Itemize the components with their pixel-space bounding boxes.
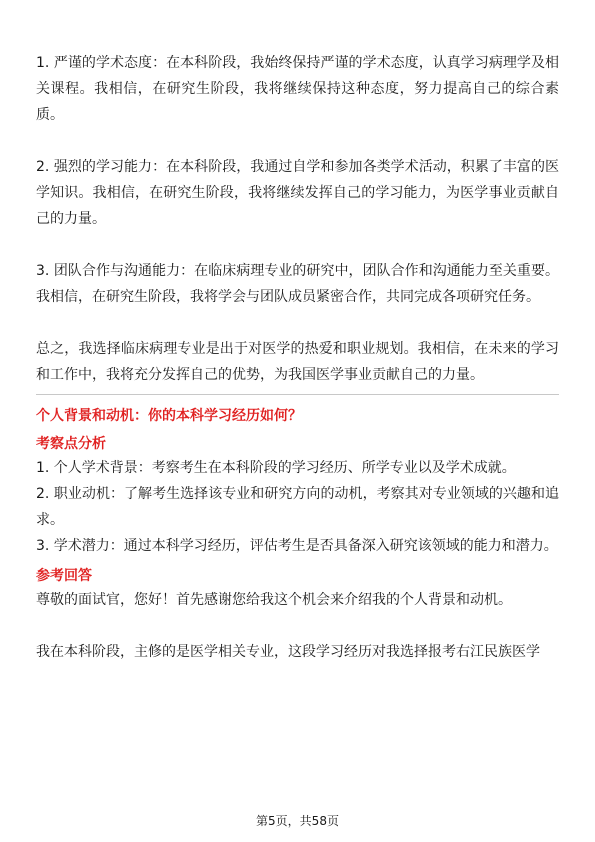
paragraph-strength-1: 1. 严谨的学术态度：在本科阶段，我始终保持严谨的学术态度，认真学习病理学及相关课程。我相信，在研究生阶段，我将继续保持这种态度，努力提高自己的综合素质。: [36, 55, 559, 123]
interview-question: 个人背景和动机：你的本科学习经历如何？: [36, 408, 302, 424]
answer-paragraph-2: 我在本科阶段，主修的是医学相关专业，这段学习经历对我选择报考右江民族医学: [36, 644, 540, 660]
analysis-item-2: 2. 职业动机：了解考生选择该专业和研究方向的动机，考察其对专业领域的兴趣和追求。: [36, 486, 559, 528]
page-number-footer: 第5页，共58页: [256, 814, 339, 828]
analysis-item-1: 1. 个人学术背景：考察考生在本科阶段的学习经历、所学专业以及学术成就。: [36, 460, 516, 476]
document-page: [36, 50, 559, 665]
analysis-heading: 考察点分析: [36, 436, 106, 452]
answer-heading: 参考回答: [36, 568, 92, 584]
section-divider: [36, 394, 559, 395]
analysis-item-3: 3. 学术潜力：通过本科学习经历，评估考生是否具备深入研究该领域的能力和潜力。: [36, 538, 558, 554]
paragraph-strength-3: 3. 团队合作与沟通能力：在临床病理专业的研究中，团队合作和沟通能力至关重要。我相信，在研究生阶段，我将学会与团队成员紧密合作，共同完成各项研究任务。: [36, 263, 559, 305]
paragraph-strength-2: 2. 强烈的学习能力：在本科阶段，我通过自学和参加各类学术活动，积累了丰富的医学知识。我相信，在研究生阶段，我将继续发挥自己的学习能力，为医学事业贡献自己的力量。: [36, 159, 559, 227]
paragraph-conclusion: 总之，我选择临床病理专业是出于对医学的热爱和职业规划。我相信，在未来的学习和工作中，我将充分发挥自己的优势，为我国医学事业贡献自己的力量。: [36, 341, 559, 383]
answer-paragraph-1: 尊敬的面试官，您好！首先感谢您给我这个机会来介绍我的个人背景和动机。: [36, 592, 512, 608]
